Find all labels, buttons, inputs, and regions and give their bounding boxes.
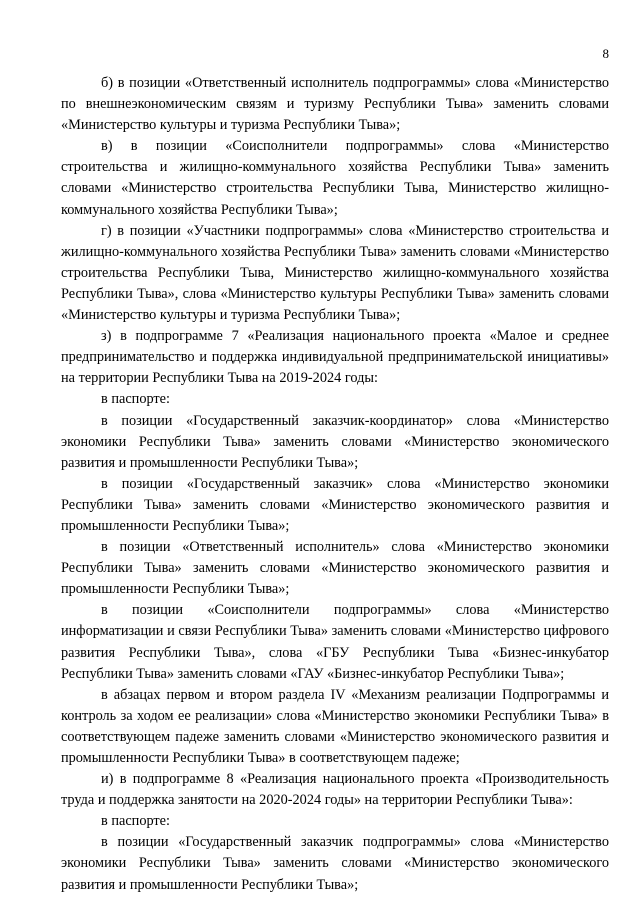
paragraph-g: г) в позиции «Участники подпрограммы» слова «Министерство строительства и жилищно-коммунального хозяйства Республики Тыва» заменить словами «Министерство строительства Республики Тыва, Министерство жилищно-коммунального хозяйства Республики Тыва», слова «Министерство культуры Республики Тыва» заменить словами «Министерство культуры и туризма Республики Тыва»; [61, 222, 609, 324]
paragraph-customer-coordinator: в позиции «Государственный заказчик-координатор» слова «Министерство экономики Республики Тыва» заменить словами «Министерство экономического развития и промышленности Республики Тыва»; [61, 412, 609, 471]
paragraph-z: з) в подпрограмме 7 «Реализация национального проекта «Малое и среднее предпринимательство и поддержка индивидуальной предпринимательской инициативы» на территории Республики Тыва на 2019-2024 годы: [61, 328, 609, 387]
paragraph-v: в) в позиции «Соисполнители подпрограммы» слова «Министерство строительства и жилищно-коммунального хозяйства Республики Тыва» заменить словами «Министерство строительства Республики Тыва, Министерство жилищно-коммунального хозяйства Республики Тыва»; [61, 138, 609, 218]
paragraph-subprogram-customer: в позиции «Государственный заказчик подпрограммы» слова «Министерство экономики Республики Тыва» заменить словами «Министерство экономического развития и промышленности Республики Тыва»; [61, 834, 609, 893]
paragraph-responsible-executor: в позиции «Ответственный исполнитель» слова «Министерство экономики Республики Тыва» заменить словами «Министерство экономического развития и промышленности Республики Тыва»; [61, 539, 609, 598]
paragraph-customer: в позиции «Государственный заказчик» слова «Министерство экономики Республики Тыва» заменить словами «Министерство экономического развития и промышленности Республики Тыва»; [61, 475, 609, 534]
paragraph-b: б) в позиции «Ответственный исполнитель подпрограммы» слова «Министерство по внешнеэкономическим связям и туризму Республики Тыва» заменить словами «Министерство культуры и туризма Республики Тыва»; [61, 75, 609, 134]
paragraph-section-iv: в абзацах первом и втором раздела IV «Механизм реализации Подпрограммы и контроль за ходом ее реализации» слова «Министерство экономики Республики Тыва» в соответствующем падеже заменить словами «Министерство экономического развития и промышленности Республики Тыва» в соответствующем падеже; [61, 686, 609, 766]
paragraph-i: и) в подпрограмме 8 «Реализация национального проекта «Производительность труда и поддержка занятости на 2020-2024 годы» на территории Республики Тыва»: [61, 771, 609, 809]
page-number: 8 [602, 46, 609, 61]
paragraph-passport-2: в паспорте: [101, 813, 170, 830]
paragraph-co-executors: в позиции «Соисполнители подпрограммы» слова «Министерство информатизации и связи Республики Тыва» заменить словами «Министерство цифрового развития Республики Тыва», слова «ГБУ Республики Тыва «Бизнес-инкубатор Республики Тыва» заменить словами «ГАУ «Бизнес-инкубатор Республики Тыва»; [61, 602, 609, 682]
document-body [61, 73, 609, 896]
paragraph-passport-1: в паспорте: [101, 391, 170, 408]
